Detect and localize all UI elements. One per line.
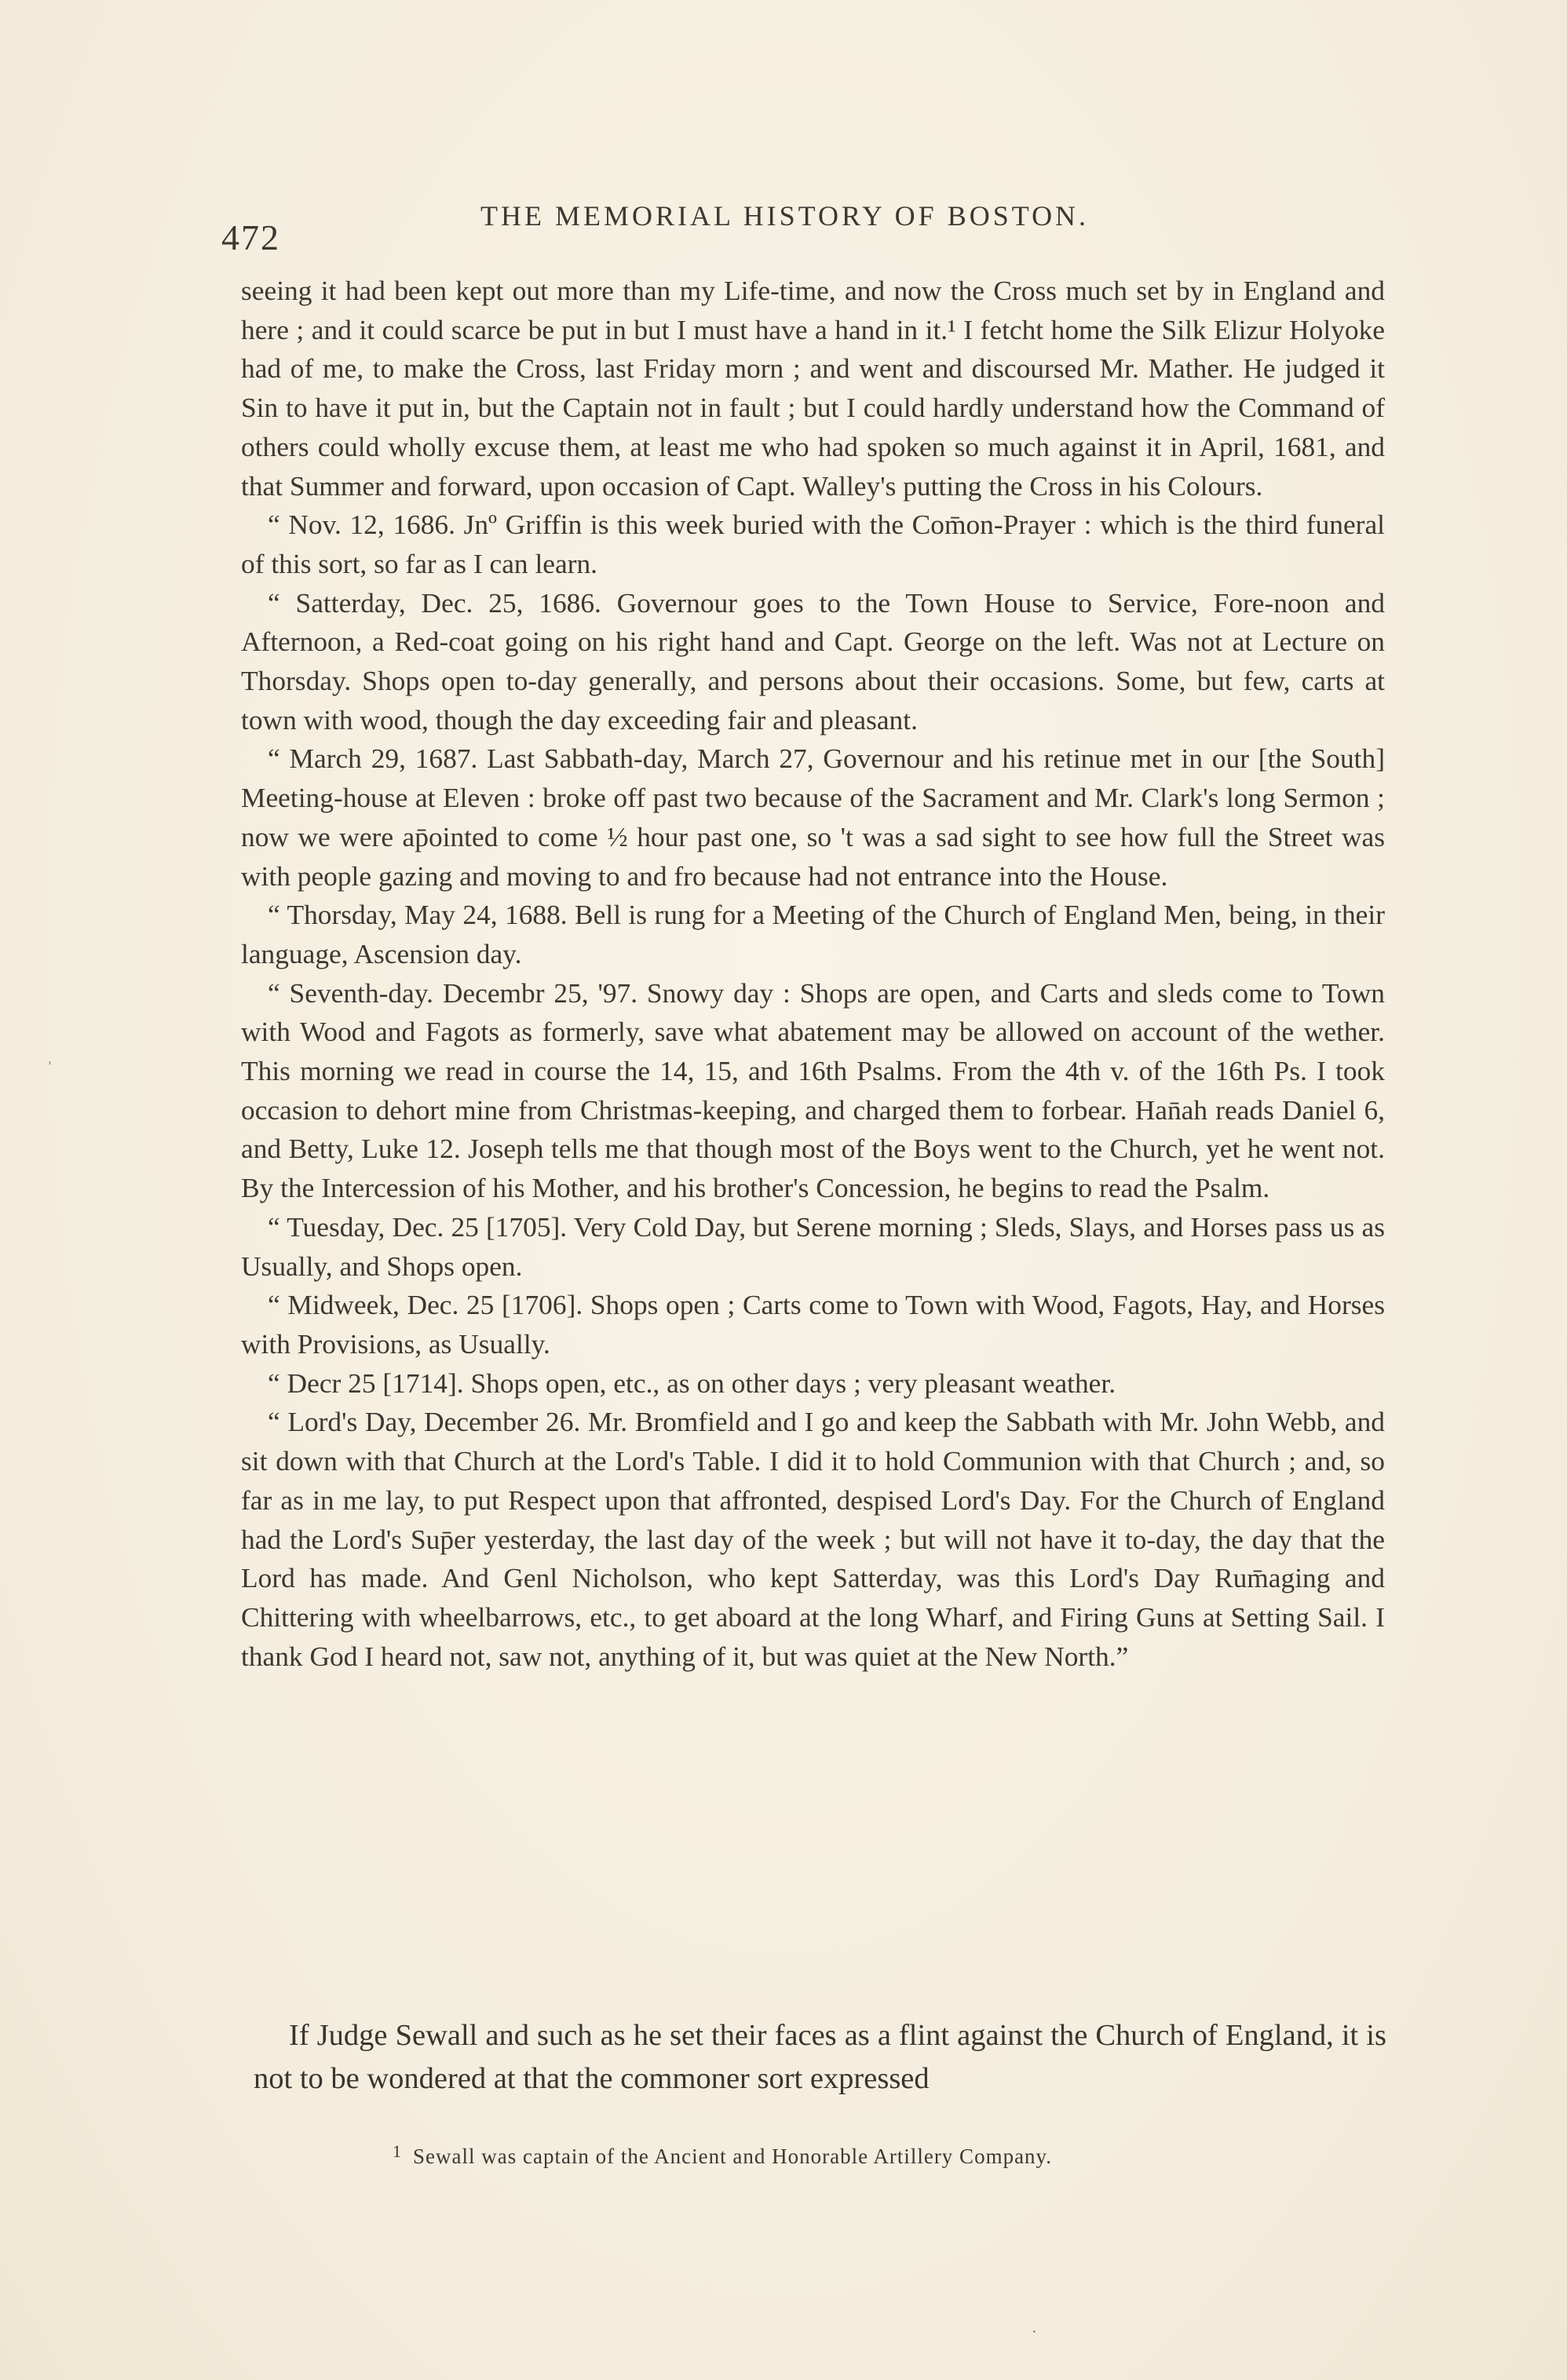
- paragraph: “ Nov. 12, 1686. Jnº Griffin is this week buried with the Com̄on-Prayer : which is the third funeral of this sort, so far as I can learn.: [241, 509, 1385, 579]
- paragraph: “ Seventh-day. Decembr 25, '97. Snowy day : Shops are open, and Carts and sleds come to Town with Wood and Fagots as formerly, save what abatement may be allowed on account of the wether. This morning we read in course the 14, 15, and 16th Psalms. From the 4th v. of the 16th Ps. I took occasion to dehort mine from Christmas-keeping, and charged them to forbear. Han̄ah reads Daniel 6, and Betty, Luke 12. Joseph tells me that though most of the Boys went to the Church, yet he went not. By the Intercession of his Mother, and his brother's Concession, he begins to read the Psalm.: [241, 976, 1385, 1204]
- conclusion-paragraph: [254, 2014, 1386, 2101]
- paragraph: seeing it had been kept out more than my Life-time, and now the Cross much set by in England and here ; and it could scarce be put in but I must have a hand in it.¹ I fetcht home the Silk Elizur Holyoke had of me, to make the Cross, last Friday morn ; and went and discoursed Mr. Mather. He judged it Sin to have it put in, but the Captain not in fault ; but I could hardly understand how the Command of others could wholly excuse them, at least me who had spoken so much against it in April, 1681, and that Summer and forward, upon occasion of Capt. Walley's putting the Cross in his Colours.: [241, 275, 1385, 502]
- paragraph: “ Midweek, Dec. 25 [1706]. Shops open ; Carts come to Town with Wood, Fagots, Hay, and Horses with Provisions, as Usually.: [241, 1289, 1385, 1360]
- page-speck: ·: [1032, 2323, 1037, 2341]
- paragraph: “ Decr 25 [1714]. Shops open, etc., as on other days ; very pleasant weather.: [268, 1367, 1116, 1399]
- paragraph: “ Satterday, Dec. 25, 1686. Governour goes to the Town House to Service, Fore-noon and Afternoon, a Red-coat going on his right hand and Capt. George on the left. Was not at Lecture on Thorsday. Shops open to-day generally, and persons about their occasions. Some, but few, carts at town with wood, though the day exceeding fair and pleasant.: [241, 586, 1385, 736]
- page-number: 472: [221, 217, 280, 257]
- footnote-marker: 1: [393, 2141, 402, 2161]
- footnote-text: Sewall was captain of the Ancient and Honorable Artillery Company.: [413, 2145, 1053, 2168]
- conclusion-text: If Judge Sewall and such as he set their faces as a flint against the Church of England, it is not to be wondered at that the commoner sort expressed: [254, 2019, 1386, 2095]
- body-text: [241, 272, 1385, 1676]
- footnote: [393, 2141, 1335, 2169]
- page-header: [221, 193, 1399, 256]
- paragraph: “ March 29, 1687. Last Sabbath-day, March 27, Governour and his retinue met in our [the South] Meeting-house at Eleven : broke off past two because of the Sacrament and Mr. Clark's long Sermon ; now we were ap̄ointed to come ½ hour past one, so 't was a sad sight to see how full the Street was with people gazing and moving to and fro because had not entrance into the House.: [241, 743, 1385, 892]
- page-speck: ˒: [47, 1052, 53, 1069]
- paragraph: “ Lord's Day, December 26. Mr. Bromfield and I go and keep the Sabbath with Mr. John Webb, and sit down with that Church at the Lord's Table. I did it to hold Communion with that Church ; and, so far as in me lay, to put Respect upon that affronted, despised Lord's Day. For the Church of England had the Lord's Sup̄er yesterday, the last day of the week ; but will not have it to-day, the day that the Lord has made. And Genl Nicholson, who kept Satterday, was this Lord's Day Rum̄aging and Chittering with wheelbarrows, etc., to get aboard at the long Wharf, and Firing Guns at Setting Sail. I thank God I heard not, saw not, anything of it, but was quiet at the New North.”: [241, 1406, 1385, 1672]
- paragraph: “ Tuesday, Dec. 25 [1705]. Very Cold Day, but Serene morning ; Sleds, Slays, and Horses pass us as Usually, and Shops open.: [241, 1210, 1385, 1282]
- running-head: THE MEMORIAL HISTORY OF BOSTON.: [480, 200, 1090, 232]
- paragraph: “ Thorsday, May 24, 1688. Bell is rung for a Meeting of the Church of England Men, being, in their language, Ascension day.: [241, 899, 1385, 969]
